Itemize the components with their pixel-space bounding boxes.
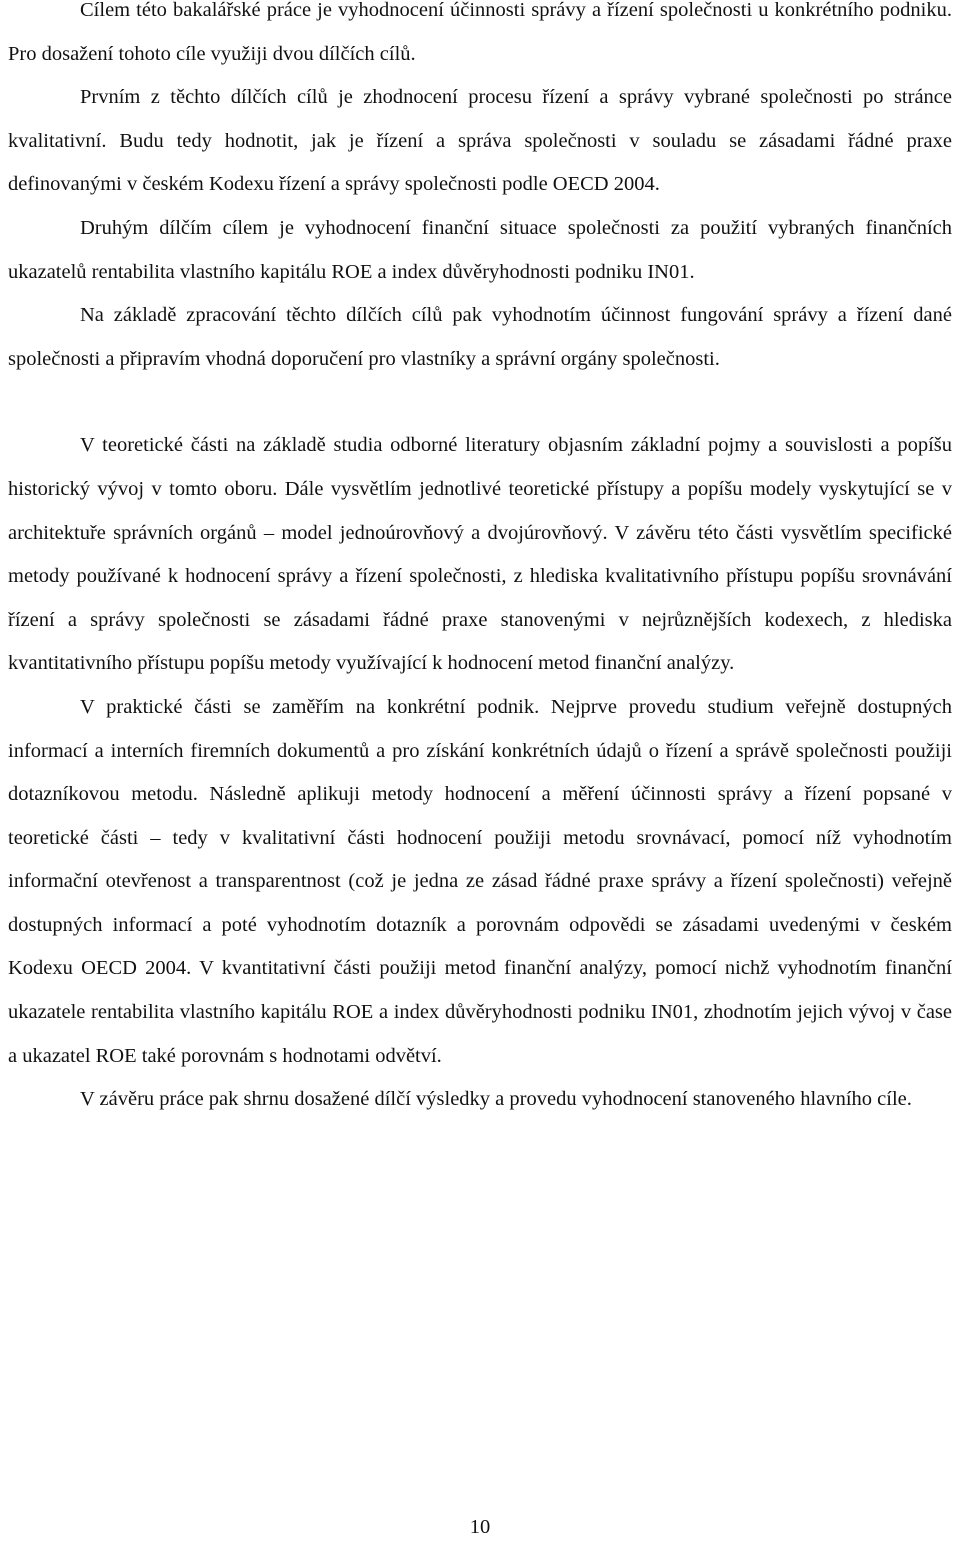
- body-text: [8, 0, 952, 1122]
- paragraph-theory: V teoretické části na základě studia odborné literatury objasním základní pojmy a souvislosti a popíšu historický vývoj v tomto oboru. Dále vysvětlím jednotlivé teoretické přístupy a popíšu modely vyskytující se v architektuře správních orgánů – model jednoúrovňový a dvojúrovňový. V závěru této části vysvětlím specifické metody používané k hodnocení správy a řízení společnosti, z hlediska kvalitativního přístupu popíšu srovnávání řízení a správy společnosti se zásadami řádné praxe stanovenými v nejrůznějších kodexech, z hlediska kvantitativního přístupu popíšu metody využívající k hodnocení metod finanční analýzy.: [8, 434, 952, 675]
- paragraph-practice: V praktické části se zaměřím na konkrétní podnik. Nejprve provedu studium veřejně dostupných informací a interních firemních dokumentů a pro získání konkrétních údajů o řízení a správě společnosti použiji dotazníkovou metodu. Následně aplikuji metody hodnocení a měření účinnosti správy a řízení popsané v teoretické části – tedy v kvalitativní části hodnocení použiji metodu srovnávací, pomocí níž vyhodnotím informační otevřenost a transparentnost (což je jedna ze zásad řádné praxe správy a řízení společnosti) veřejně dostupných informací a poté vyhodnotím dotazník a porovnám odpovědi se zásadami uvedenými v českém Kodexu OECD 2004. V kvantitativní části použiji metod finanční analýzy, pomocí nichž vyhodnotím finanční ukazatele rentabilita vlastního kapitálu ROE a index důvěryhodnosti podniku IN01, zhodnotím jejich vývoj v čase a ukazatel ROE také porovnám s hodnotami odvětví.: [8, 695, 952, 1067]
- paragraph-conclusion: V závěru práce pak shrnu dosažené dílčí výsledky a provedu vyhodnocení stanoveného hlavního cíle.: [80, 1088, 912, 1111]
- paragraph-gap: [8, 381, 952, 424]
- paragraph-qualitative-goal: Prvním z těchto dílčích cílů je zhodnocení procesu řízení a správy vybrané společnosti po stránce kvalitativní. Budu tedy hodnotit, jak je řízení a správa společnosti v souladu se zásadami řádné praxe definovanými v českém Kodexu řízení a správy společnosti podle OECD 2004.: [8, 86, 952, 196]
- paragraph-evaluation: Na základě zpracování těchto dílčích cílů pak vyhodnotím účinnost fungování správy a řízení dané společnosti a připravím vhodná doporučení pro vlastníky a správní orgány společnosti.: [8, 304, 952, 370]
- page-number: 10: [469, 1516, 491, 1538]
- paragraph-quantitative-goal: Druhým dílčím cílem je vyhodnocení finanční situace společnosti za použití vybraných finančních ukazatelů rentabilita vlastního kapitálu ROE a index důvěryhodnosti podniku IN01.: [8, 216, 952, 283]
- paragraph-goal: Cílem této bakalářské práce je vyhodnocení účinnosti správy a řízení společnosti u konkrétního podniku. Pro dosažení tohoto cíle využiji dvou dílčích cílů.: [8, 0, 952, 65]
